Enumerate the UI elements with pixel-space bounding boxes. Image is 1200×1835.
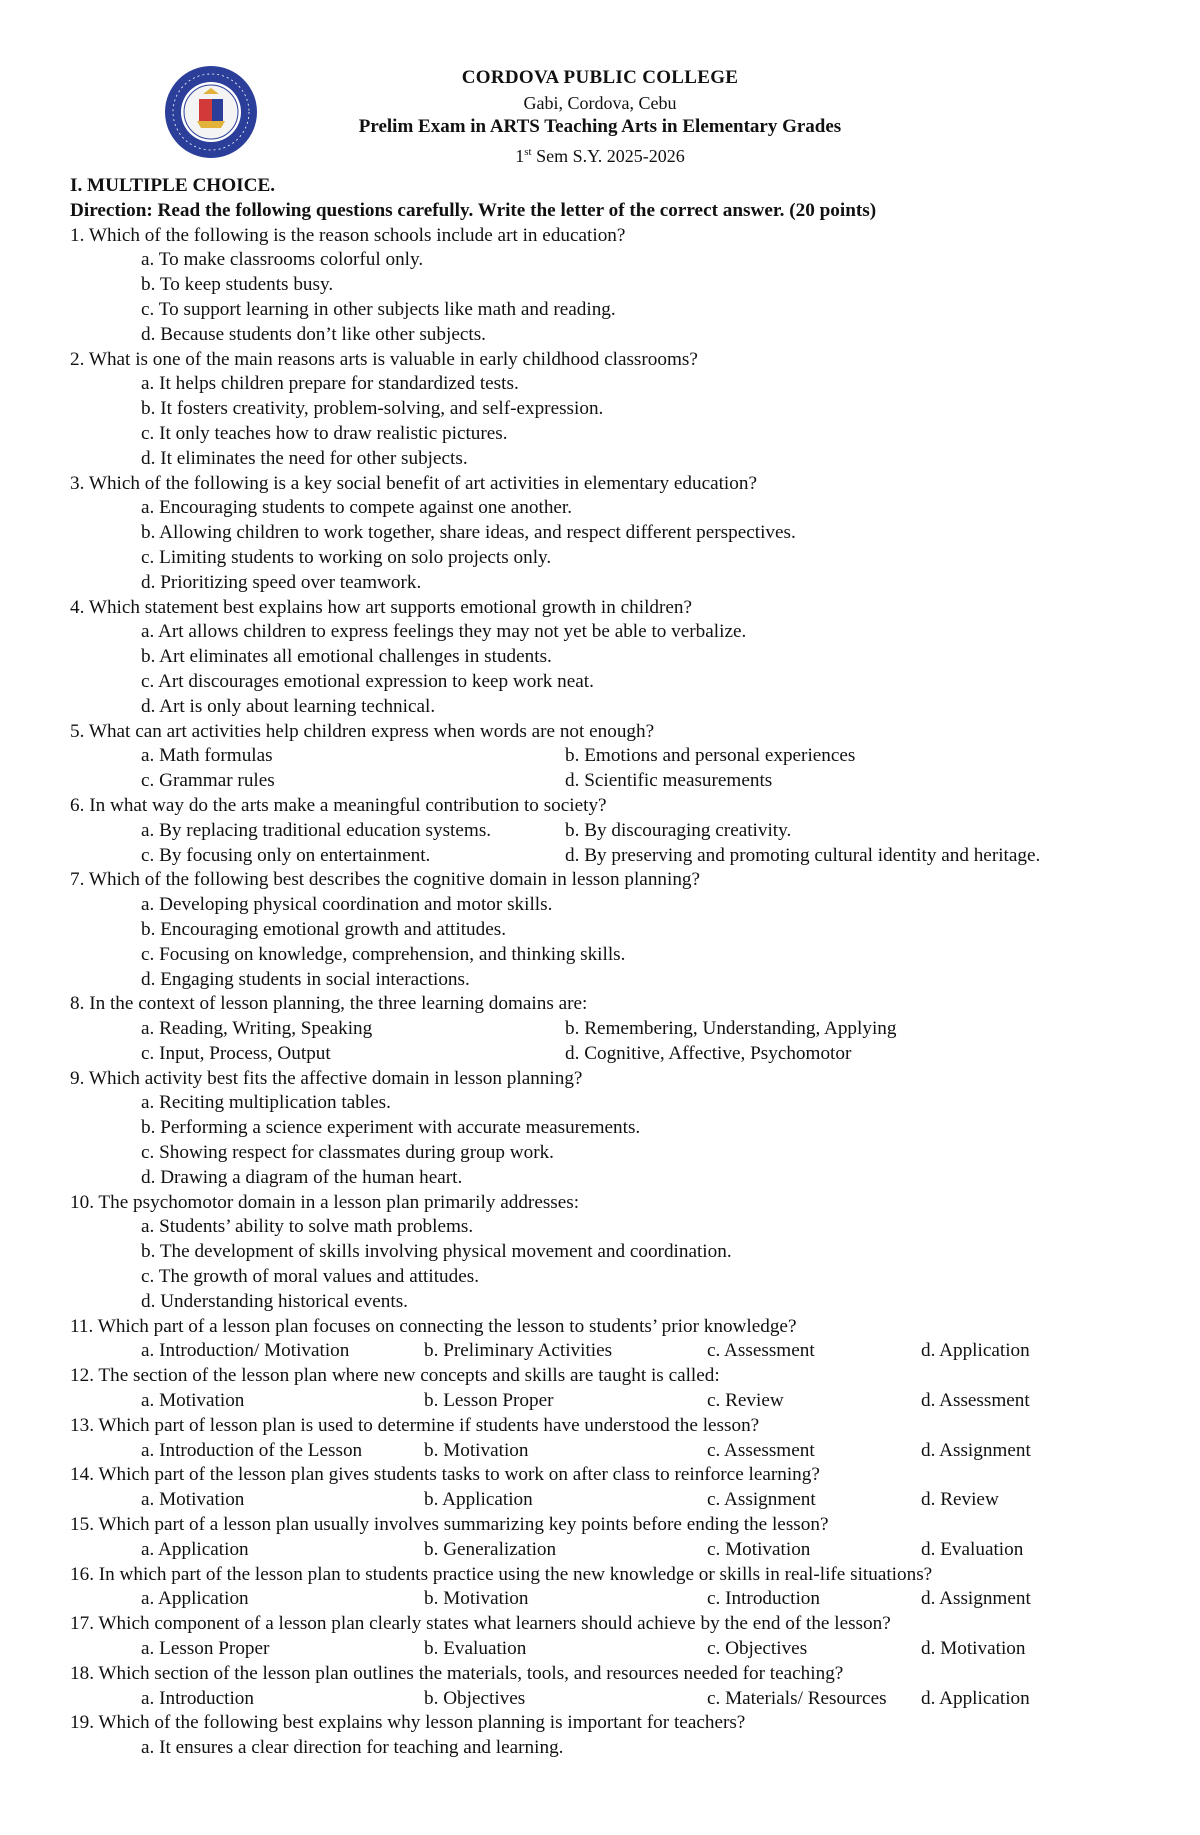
option: c. By focusing only on entertainment. — [141, 844, 431, 866]
option: b. Application — [424, 1489, 533, 1511]
option-row — [70, 1637, 1180, 1662]
option: a. Introduction of the Lesson — [141, 1439, 363, 1461]
exam-header — [0, 66, 1200, 168]
option: a. Math formulas — [141, 745, 273, 767]
option: b. Encouraging emotional growth and attitudes. — [141, 918, 507, 940]
option: a. Application — [141, 1588, 249, 1610]
option: c. Introduction — [707, 1588, 820, 1610]
option-row — [70, 1042, 1180, 1067]
question-12: 12. The section of the lesson plan where new concepts and skills are taught is called: — [70, 1365, 720, 1387]
option: a. Introduction — [141, 1687, 254, 1709]
option: a. Art allows children to express feelings they may not yet be able to verbalize. — [141, 621, 747, 643]
option: c. Grammar rules — [141, 770, 275, 792]
option: c. Art discourages emotional expression to keep work neat. — [141, 670, 594, 692]
question-14: 14. Which part of the lesson plan gives students tasks to work on after class to reinforce learning? — [70, 1464, 820, 1486]
option: c. Showing respect for classmates during group work. — [141, 1142, 554, 1164]
question-13: 13. Which part of lesson plan is used to determine if students have understood the lesson? — [70, 1414, 760, 1436]
option: d. Assessment — [921, 1390, 1030, 1412]
option: d. Application — [921, 1687, 1030, 1709]
question-11: 11. Which part of a lesson plan focuses on connecting the lesson to students’ prior knowledge? — [70, 1315, 797, 1337]
option: d. Engaging students in social interactions. — [141, 968, 470, 990]
option: a. Reciting multiplication tables. — [141, 1092, 391, 1114]
option: d. Motivation — [921, 1638, 1026, 1660]
option: d. Review — [921, 1489, 999, 1511]
option: d. It eliminates the need for other subjects. — [141, 447, 468, 469]
option: a. Motivation — [141, 1489, 245, 1511]
option: c. Motivation — [707, 1538, 811, 1560]
option: b. Motivation — [424, 1588, 529, 1610]
option: d. Assignment — [921, 1588, 1031, 1610]
exam-title: Prelim Exam in ARTS Teaching Arts in Elementary Grades — [358, 116, 842, 137]
option-row — [70, 1439, 1180, 1464]
option: d. Scientific measurements — [565, 770, 773, 792]
college-address: Gabi, Cordova, Cebu — [523, 92, 677, 113]
option: a. By replacing traditional education systems. — [141, 819, 492, 841]
option: a. Application — [141, 1538, 249, 1560]
option: a. It helps children prepare for standardized tests. — [141, 373, 519, 395]
option-row — [70, 1587, 1180, 1612]
option: b. Preliminary Activities — [424, 1340, 613, 1362]
college-name: CORDOVA PUBLIC COLLEGE — [461, 67, 739, 88]
question-15: 15. Which part of a lesson plan usually involves summarizing key points before ending the lesson? — [70, 1514, 829, 1536]
option-row — [70, 1488, 1180, 1513]
question-19: 19. Which of the following best explains why lesson planning is important for teachers? — [70, 1712, 746, 1734]
option-row — [70, 744, 1180, 769]
option: d. Drawing a diagram of the human heart. — [141, 1166, 463, 1188]
option: a. Reading, Writing, Speaking — [141, 1018, 373, 1040]
question-2: 2. What is one of the main reasons arts is valuable in early childhood classrooms? — [70, 348, 698, 370]
option: d. Understanding historical events. — [141, 1290, 408, 1312]
option: c. The growth of moral values and attitudes. — [141, 1266, 480, 1288]
option: a. Students’ ability to solve math problems. — [141, 1216, 474, 1238]
option: b. Performing a science experiment with accurate measurements. — [141, 1117, 641, 1139]
question-3: 3. Which of the following is a key social benefit of art activities in elementary education? — [70, 472, 757, 494]
option: b. To keep students busy. — [141, 274, 334, 296]
option: b. Generalization — [424, 1538, 557, 1560]
option: b. The development of skills involving physical movement and coordination. — [141, 1241, 732, 1263]
option-row — [70, 844, 1180, 869]
option: d. Evaluation — [921, 1538, 1024, 1560]
option: a. Introduction/ Motivation — [141, 1340, 350, 1362]
option: b. Emotions and personal experiences — [565, 745, 856, 767]
question-16: 16. In which part of the lesson plan to students practice using the new knowledge or skills in real-life situations? — [70, 1563, 933, 1585]
option: c. Objectives — [707, 1638, 808, 1660]
option: b. Evaluation — [424, 1638, 527, 1660]
option: c. Limiting students to working on solo projects only. — [141, 546, 552, 568]
option: d. Cognitive, Affective, Psychomotor — [565, 1042, 852, 1064]
option: d. Application — [921, 1340, 1030, 1362]
option: a. Lesson Proper — [141, 1638, 270, 1660]
question-1: 1. Which of the following is the reason schools include art in education? — [70, 224, 626, 246]
option: d. Prioritizing speed over teamwork. — [141, 571, 422, 593]
option-row — [70, 1017, 1180, 1042]
section-direction: Direction: Read the following questions carefully. Write the letter of the correct answer. (20 points) — [70, 199, 877, 221]
option: b. By discouraging creativity. — [565, 819, 792, 841]
option: a. Motivation — [141, 1390, 245, 1412]
option-row — [70, 1389, 1180, 1414]
option: c. It only teaches how to draw realistic pictures. — [141, 422, 508, 444]
option: c. Materials/ Resources — [707, 1687, 887, 1709]
option: d. Because students don’t like other subjects. — [141, 323, 486, 345]
option: c. Input, Process, Output — [141, 1042, 331, 1064]
option: b. Art eliminates all emotional challenges in students. — [141, 646, 552, 668]
option: c. To support learning in other subjects like math and reading. — [141, 298, 616, 320]
option: a. Developing physical coordination and motor skills. — [141, 894, 553, 916]
option-row — [70, 769, 1180, 794]
question-9: 9. Which activity best fits the affective domain in lesson planning? — [70, 1067, 583, 1089]
question-10: 10. The psychomotor domain in a lesson plan primarily addresses: — [70, 1191, 580, 1213]
option-row — [70, 1339, 1180, 1364]
option: c. Focusing on knowledge, comprehension, and thinking skills. — [141, 943, 626, 965]
question-6: 6. In what way do the arts make a meaningful contribution to society? — [70, 794, 607, 816]
option-row — [70, 1687, 1180, 1712]
option: a. It ensures a clear direction for teaching and learning. — [141, 1737, 564, 1759]
option: a. Encouraging students to compete against one another. — [141, 497, 573, 519]
option: d. Assignment — [921, 1439, 1031, 1461]
option: b. Remembering, Understanding, Applying — [565, 1018, 897, 1040]
exam-body — [70, 174, 1180, 1761]
option: c. Review — [707, 1390, 784, 1412]
option: b. Motivation — [424, 1439, 529, 1461]
option: b. Objectives — [424, 1687, 526, 1709]
question-8: 8. In the context of lesson planning, the three learning domains are: — [70, 993, 588, 1015]
option: d. By preserving and promoting cultural identity and heritage. — [565, 844, 1041, 866]
option-row — [70, 1538, 1180, 1563]
option: b. It fosters creativity, problem-solving, and self-expression. — [141, 398, 604, 420]
option: c. Assignment — [707, 1489, 816, 1511]
question-17: 17. Which component of a lesson plan clearly states what learners should achieve by the end of the lesson? — [70, 1613, 891, 1635]
option: b. Lesson Proper — [424, 1390, 554, 1412]
option: b. Allowing children to work together, share ideas, and respect different perspectives. — [141, 522, 796, 544]
option: a. To make classrooms colorful only. — [141, 249, 424, 271]
semester-line: 1st Sem S.Y. 2025-2026 — [515, 145, 685, 166]
option: c. Assessment — [707, 1340, 815, 1362]
question-4: 4. Which statement best explains how art supports emotional growth in children? — [70, 596, 693, 618]
question-7: 7. Which of the following best describes the cognitive domain in lesson planning? — [70, 869, 701, 891]
option: c. Assessment — [707, 1439, 815, 1461]
question-18: 18. Which section of the lesson plan outlines the materials, tools, and resources needed for teaching? — [70, 1662, 844, 1684]
option-row — [70, 819, 1180, 844]
question-5: 5. What can art activities help children express when words are not enough? — [70, 720, 655, 742]
option: d. Art is only about learning technical. — [141, 695, 436, 717]
section-title: I. MULTIPLE CHOICE. — [70, 175, 276, 196]
